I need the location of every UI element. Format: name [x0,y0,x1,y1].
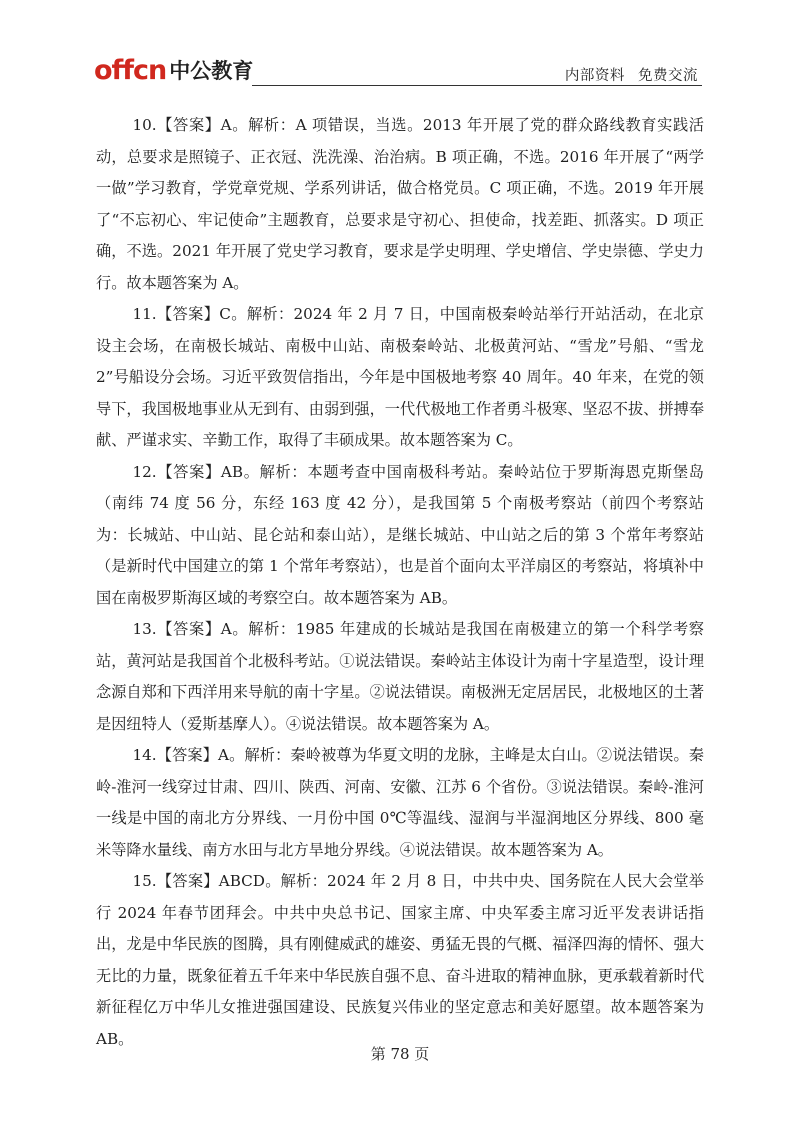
answer-list [96,110,704,1055]
header-note-free: 免费交流 [638,68,698,84]
answer-12: 12.【答案】AB。解析：本题考查中国南极科考站。秦岭站位于罗斯海恩克斯堡岛（南纬 74 度 56 分，东经 163 度 42 分），是我国第 5 个南极考察站（前四个考察站为：长城站、中山站、昆仑站和泰山站），是继长城站、中山站之后的第 3 个常年考察站（是新时代中国建立的第 1 个常年考察站），也是首个面向太平洋扇区的考察站，将填补中国在南极罗斯海区域的考察空白。故本题答案为 AB。 [96,462,704,607]
answer-11: 11.【答案】C。解析：2024 年 2 月 7 日，中国南极秦岭站举行开站活动，在北京设主会场，在南极长城站、南极中山站、南极秦岭站、北极黄河站、“雪龙”号船、“雪龙 2”号船设分会场。习近平致贺信指出，今年是中国极地考察 40 周年。40 年来，在党的领导下，我国极地事业从无到有、由弱到强，一代代极地工作者勇斗极寒、坚忍不拔、拼搏奉献、严谨求实、辛勤工作，取得了丰硕成果。故本题答案为 C。 [96,305,704,449]
header-rule [252,85,702,86]
logo-wordmark: offcn [94,55,167,86]
answer-15: 15.【答案】ABCD。解析：2024 年 2 月 8 日，中共中央、国务院在人民大会堂举行 2024 年春节团拜会。中共中央总书记、国家主席、中央军委主席习近平发表讲话指出，龙是中华民族的图腾，具有刚健威武的雄姿、勇猛无畏的气概、福泽四海的情怀、强大无比的力量，既象征着五千年来中华民族自强不息、奋斗进取的精神血脉，更承载着新时代新征程亿万中华儿女推进强国建设、民族复兴伟业的坚定意志和美好愿望。故本题答案为 AB。 [96,872,704,1048]
logo-chinese-name: 中公教育 [169,59,254,83]
header-note-internal: 内部资料 [564,68,625,84]
answer-13: 13.【答案】A。解析：1985 年建成的长城站是我国在南极建立的第一个科学考察站，黄河站是我国首个北极科考站。①说法错误。秦岭站主体设计为南十字星造型，设计理念源自郑和下西洋用来导航的南十字星。②说法错误。南极洲无定居居民，北极地区的土著是因纽特人（爱斯基摩人）。④说法错误。故本题答案为 A。 [96,620,704,733]
header-note [557,64,698,85]
page-header [92,52,702,90]
answer-10: 10.【答案】A。解析：A 项错误，当选。2013 年开展了党的群众路线教育实践活动，总要求是照镜子、正衣冠、洗洗澡、治治病。B 项正确，不选。2016 年开展了“两学一做”学习教育，学党章党规、学系列讲话，做合格党员。C 项正确，不选。2019 年开展了“不忘初心、牢记使命”主题教育，总要求是守初心、担使命，找差距、抓落实。D 项正确，不选。2021 年开展了党史学习教育，要求是学史明理、学史增信、学史崇德、学史力行。故本题答案为 A。 [96,116,704,292]
answer-14: 14.【答案】A。解析：秦岭被尊为华夏文明的龙脉，主峰是太白山。②说法错误。秦岭-淮河一线穿过甘肃、四川、陕西、河南、安徽、江苏 6 个省份。③说法错误。秦岭-淮河一线是中国的南北方分界线、一月份中国 0℃等温线、湿润与半湿润地区分界线、800 毫米等降水量线、南方水田与北方旱地分界线。④说法错误。故本题答案为 A。 [96,746,704,859]
page-number: 第 78 页 [370,1045,430,1063]
offcn-logo [94,54,253,86]
